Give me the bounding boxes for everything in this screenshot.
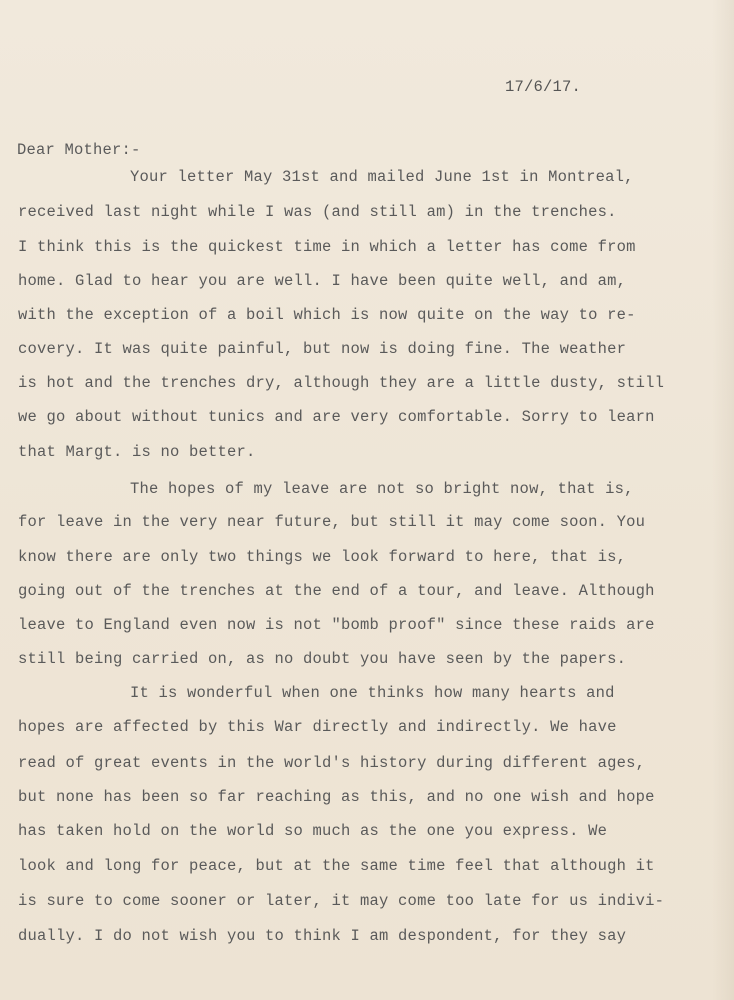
paragraph-3-line-8: dually. I do not wish you to think I am despondent, for they say [18,927,627,945]
paragraph-3-line-2: hopes are affected by this War directly and indirectly. We have [18,718,617,736]
paragraph-1-line-4: home. Glad to hear you are well. I have been quite well, and am, [18,272,627,290]
paragraph-3-line-7: is sure to come sooner or later, it may come too late for us indivi- [18,892,665,910]
paragraph-1-line-3: I think this is the quickest time in which a letter has come from [18,238,636,256]
paragraph-3-line-6: look and long for peace, but at the same time feel that although it [18,857,655,875]
paragraph-1-line-8: we go about without tunics and are very comfortable. Sorry to learn [18,408,655,426]
paragraph-3-line-4: but none has been so far reaching as this, and no one wish and hope [18,788,655,806]
paragraph-3-line-1: It is wonderful when one thinks how many hearts and [130,684,615,702]
paragraph-1-line-9: that Margt. is no better. [18,443,256,461]
paragraph-1-line-6: covery. It was quite painful, but now is doing fine. The weather [18,340,627,358]
paper-edge-shadow [712,0,734,1000]
letter-date: 17/6/17. [505,78,582,96]
paragraph-2-line-3: know there are only two things we look forward to here, that is, [18,548,627,566]
paragraph-2-line-4: going out of the trenches at the end of a tour, and leave. Although [18,582,655,600]
paragraph-2-line-2: for leave in the very near future, but still it may come soon. You [18,513,646,531]
paragraph-2-line-5: leave to England even now is not "bomb proof" since these raids are [18,616,655,634]
paragraph-1-line-1: Your letter May 31st and mailed June 1st in Montreal, [130,168,634,186]
paragraph-3-line-5: has taken hold on the world so much as the one you express. We [18,822,608,840]
paragraph-1-line-2: received last night while I was (and still am) in the trenches. [18,203,617,221]
letter-salutation: Dear Mother:- [17,141,141,159]
paragraph-2-line-6: still being carried on, as no doubt you have seen by the papers. [18,650,627,668]
paragraph-3-line-3: read of great events in the world's history during different ages, [18,754,646,772]
paragraph-1-line-5: with the exception of a boil which is now quite on the way to re- [18,306,636,324]
paragraph-1-line-7: is hot and the trenches dry, although they are a little dusty, still [18,374,665,392]
paragraph-2-line-1: The hopes of my leave are not so bright now, that is, [130,480,634,498]
